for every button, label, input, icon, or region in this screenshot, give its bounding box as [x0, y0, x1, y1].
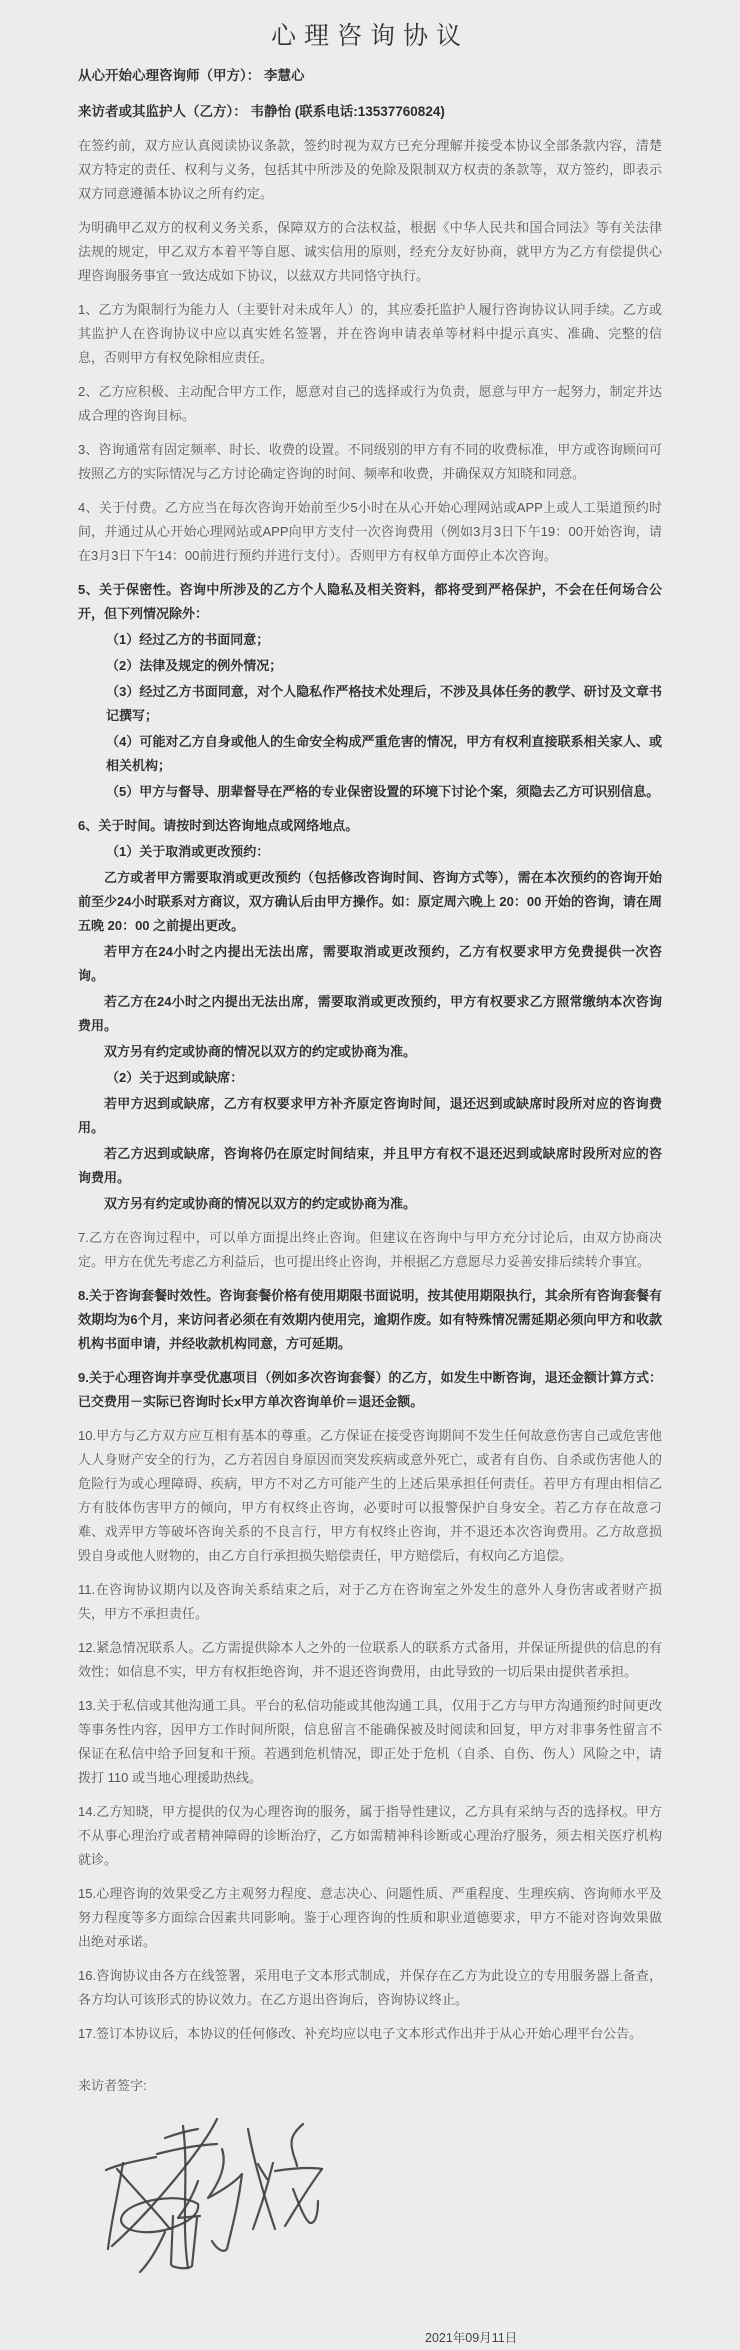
paragraph: 2、乙方应积极、主动配合甲方工作，愿意对自己的选择或行为负责，愿意与甲方一起努力，制定并达成合理的咨询目标。	[78, 384, 662, 423]
paragraph: （1）关于取消或更改预约：	[106, 844, 270, 859]
paragraph: 17.签订本协议后，本协议的任何修改、补充均应以电子文本形式作出并于从心开始心理平台公告。	[78, 2026, 643, 2041]
paragraph: 若甲方在24小时之内提出无法出席，需要取消或更改预约，乙方有权要求甲方免费提供一次咨询。	[78, 944, 662, 983]
paragraph: 10.甲方与乙方双方应互相有基本的尊重。乙方保证在接受咨询期间不发生任何故意伤害自己或危害他人人身财产安全的行为，乙方若因自身原因而突发疾病或意外死亡，或者有自伤、自杀或伤害他人的危险行为或心理障碍、疾病，甲方不对乙方可能产生的上述后果承担任何责任。若甲方有理由相信乙方有肢体伤害甲方的倾向，甲方有权终止咨询，必要时可以报警保护自身安全。若乙方存在故意刁难、戏弄甲方等破坏咨询关系的不良言行，甲方有权终止咨询，并不退还本次咨询费用。乙方故意损毁自身或他人财物的，由乙方自行承担损失赔偿责任，甲方赔偿后，有权向乙方追偿。	[78, 1428, 662, 1563]
paragraph: 15.心理咨询的效果受乙方主观努力程度、意志决心、问题性质、严重程度、生理疾病、咨询师水平及努力程度等多方面综合因素共同影响。鉴于心理咨询的性质和职业道德要求，甲方不能对咨询效果做出绝对承诺。	[78, 1886, 662, 1949]
paragraph: 乙方或者甲方需要取消或更改预约（包括修改咨询时间、咨询方式等），需在本次预约的咨询开始前至少24小时联系对方商议，双方确认后由甲方操作。如：原定周六晚上 20：00 开始的咨询，请在周五晚 20：00 之前提出更改。	[78, 870, 662, 933]
paragraph: 14.乙方知晓，甲方提供的仅为心理咨询的服务，属于指导性建议，乙方具有采纳与否的选择权。甲方不从事心理治疗或者精神障碍的诊断治疗，乙方如需精神科诊断或心理治疗服务，须去相关医疗机构就诊。	[78, 1804, 662, 1867]
paragraph: 9.关于心理咨询并享受优惠项目（例如多次咨询套餐）的乙方，如发生中断咨询，退还金额计算方式：已交费用－实际已咨询时长x甲方单次咨询单价＝退还金额。	[78, 1370, 662, 1409]
paragraphs	[78, 134, 662, 2046]
paragraph: 若乙方在24小时之内提出无法出席，需要取消或更改预约，甲方有权要求乙方照常缴纳本次咨询费用。	[78, 994, 662, 1033]
paragraph: 若乙方迟到或缺席，咨询将仍在原定时间结束，并且甲方有权不退还迟到或缺席时段所对应的咨询费用。	[78, 1146, 662, 1185]
paragraph: 双方另有约定或协商的情况以双方的约定或协商为准。	[104, 1044, 417, 1059]
handwritten-signature-image	[70, 2112, 326, 2276]
paragraph: （2）关于迟到或缺席：	[106, 1070, 244, 1085]
paragraph: 3、咨询通常有固定频率、时长、收费的设置。不同级别的甲方有不同的收费标准，甲方或咨询顾问可按照乙方的实际情况与乙方讨论确定咨询的时间、频率和收费，并确保双方知晓和同意。	[78, 442, 662, 481]
paragraph: （5）甲方与督导、朋辈督导在严格的专业保密设置的环境下讨论个案，须隐去乙方可识别信息。	[106, 784, 660, 799]
paragraph: 若甲方迟到或缺席，乙方有权要求甲方补齐原定咨询时间，退还迟到或缺席时段所对应的咨询费用。	[78, 1096, 662, 1135]
paragraph: 8.关于咨询套餐时效性。咨询套餐价格有使用期限书面说明，按其使用期限执行，其余所有咨询套餐有效期均为6个月，来访问者必须在有效期内使用完，逾期作废。如有特殊情况需延期必须向甲方和收款机构书面申请，并经收款机构同意，方可延期。	[78, 1288, 662, 1351]
paragraph: 1、乙方为限制行为能力人（主要针对未成年人）的，其应委托监护人履行咨询协议认同手续。乙方或其监护人在咨询协议中应以真实姓名签署，并在咨询申请表单等材料中提示真实、准确、完整的信息，否则甲方有权免除相应责任。	[78, 302, 662, 365]
paragraph: 12.紧急情况联系人。乙方需提供除本人之外的一位联系人的联系方式备用，并保证所提供的信息的有效性；如信息不实，甲方有权拒绝咨询，并不退还咨询费用，由此导致的一切后果由提供者承担。	[78, 1640, 662, 1679]
paragraph: （2）法律及规定的例外情况；	[106, 658, 283, 673]
signing-date: 2021年09月11日	[425, 2331, 518, 2345]
paragraph: 为明确甲乙双方的权利义务关系，保障双方的合法权益，根据《中华人民共和国合同法》等有关法律法规的规定，甲乙双方本着平等自愿、诚实信用的原则，经充分友好协商，就甲方为乙方有偿提供心理咨询服务事宜一致达成如下协议，以兹双方共同恪守执行。	[78, 220, 662, 283]
party-a-line: 从心开始心理咨询师（甲方）： 李慧心	[78, 68, 305, 83]
paragraph: 6、关于时间。请按时到达咨询地点或网络地点。	[78, 818, 359, 833]
paragraph: （3）经过乙方书面同意，对个人隐私作严格技术处理后，不涉及具体任务的教学、研讨及文章书记撰写；	[106, 684, 662, 723]
paragraph: 5、关于保密性。咨询中所涉及的乙方个人隐私及相关资料，都将受到严格保护，不会在任何场合公开，但下列情况除外：	[78, 582, 662, 621]
party-b-line: 来访者或其监护人（乙方）： 韦静怡 (联系电话:13537760824)	[78, 104, 445, 119]
paragraph: 11.在咨询协议期内以及咨询关系结束之后，对于乙方在咨询室之外发生的意外人身伤害或者财产损失，甲方不承担责任。	[78, 1582, 662, 1621]
paragraph: 在签约前，双方应认真阅读协议条款，签约时视为双方已充分理解并接受本协议全部条款内容，清楚双方特定的责任、权利与义务，包括其中所涉及的免除及限制双方权责的条款等，双方签约，即表示双方同意遵循本协议之所有约定。	[78, 138, 662, 201]
paragraph: （4）可能对乙方自身或他人的生命安全构成严重危害的情况，甲方有权利直接联系相关家人、或相关机构；	[106, 734, 662, 773]
signature-label: 来访者签字:	[78, 2078, 147, 2093]
paragraph: （1）经过乙方的书面同意；	[106, 632, 270, 647]
paragraph: 16.咨询协议由各方在线签署，采用电子文本形式制成，并保存在乙方为此设立的专用服务器上备查，各方均认可该形式的协议效力。在乙方退出咨询后，咨询协议终止。	[78, 1968, 662, 2007]
paragraph: 13.关于私信或其他沟通工具。平台的私信功能或其他沟通工具，仅用于乙方与甲方沟通预约时间更改等事务性内容，因甲方工作时间所限，信息留言不能确保被及时阅读和回复，甲方对非事务性留言不保证在私信中给予回复和干预。若遇到危机情况，即正处于危机（自杀、自伤、伤人）风险之中，请拨打 110 或当地心理援助热线。	[78, 1698, 662, 1785]
paragraph: 双方另有约定或协商的情况以双方的约定或协商为准。	[104, 1196, 417, 1211]
paragraph: 7.乙方在咨询过程中，可以单方面提出终止咨询。但建议在咨询中与甲方充分讨论后，由双方协商决定。甲方在优先考虑乙方利益后，也可提出终止咨询，并根据乙方意愿尽力妥善安排后续转介事宜。	[78, 1230, 662, 1269]
document-body	[78, 64, 662, 2350]
paragraph: 4、关于付费。乙方应当在每次咨询开始前至少5小时在从心开始心理网站或APP上或人工渠道预约时间，并通过从心开始心理网站或APP向甲方支付一次咨询费用（例如3月3日下午19：00开始咨询，请在3月3日下午14：00前进行预约并进行支付）。否则甲方有权单方面停止本次咨询。	[78, 500, 662, 563]
signature-area	[70, 2112, 326, 2276]
page-title: 心理咨询协议	[270, 22, 469, 50]
